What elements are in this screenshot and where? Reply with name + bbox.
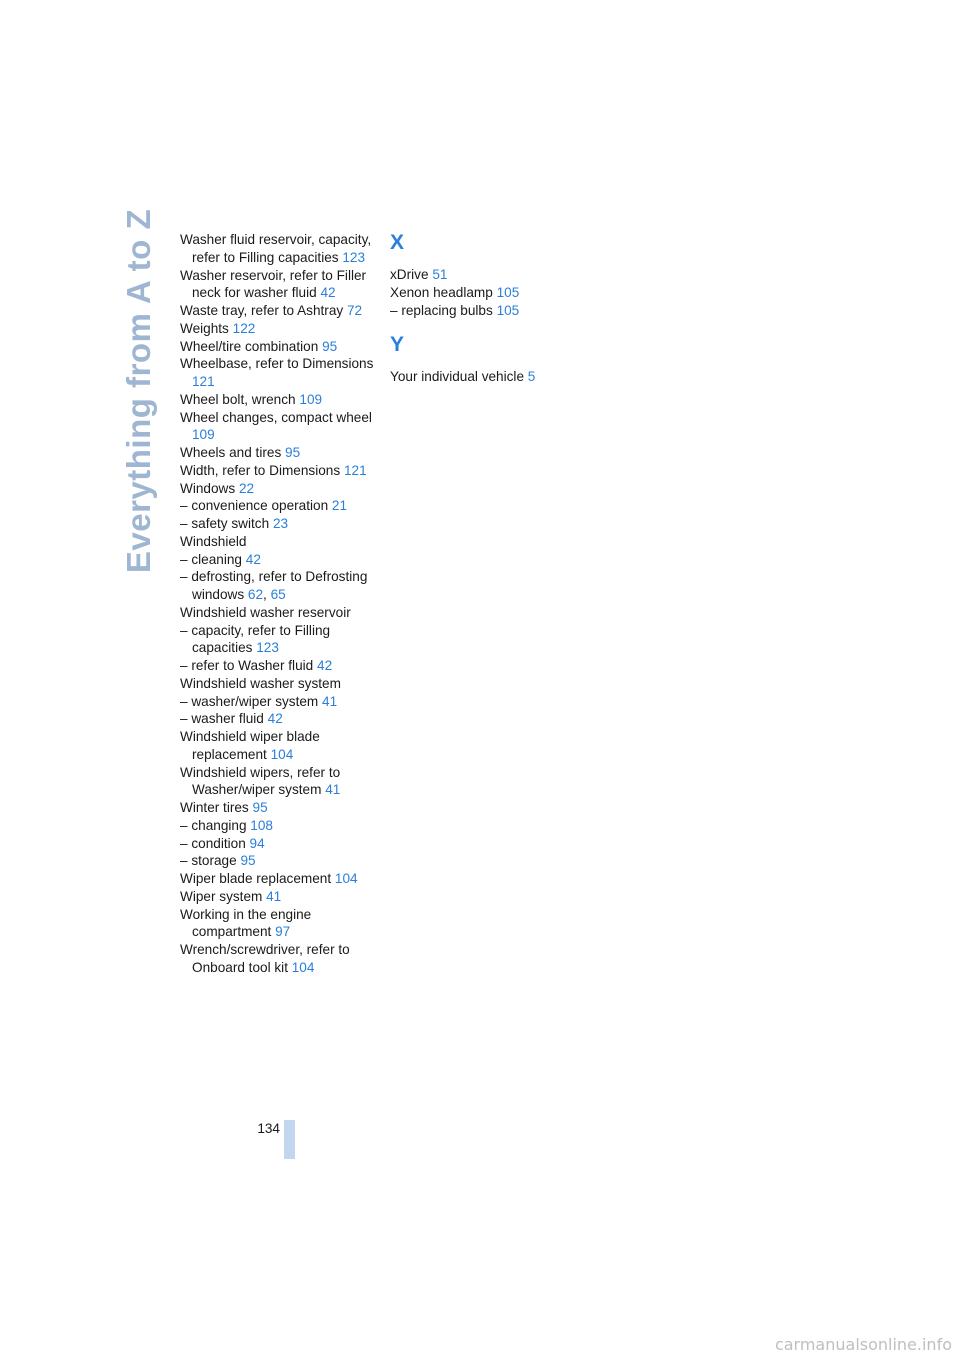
index-entry xyxy=(180,817,380,835)
index-entry xyxy=(180,764,380,800)
entry-text: Width, refer to Dimensions xyxy=(180,462,341,478)
index-entry xyxy=(180,551,380,569)
page-reference-link[interactable]: 108 xyxy=(250,817,273,833)
page-reference-link[interactable]: 51 xyxy=(432,267,448,282)
index-column-right xyxy=(390,231,590,386)
entry-text: xDrive xyxy=(390,267,429,282)
entry-text: Working in the engine compartment xyxy=(180,906,312,940)
index-entry xyxy=(180,302,380,320)
index-entry xyxy=(180,693,380,711)
index-entry xyxy=(180,888,380,906)
page-reference-link[interactable]: 72 xyxy=(346,303,363,318)
index-entry xyxy=(390,302,590,320)
page-marker-bar xyxy=(284,1120,295,1159)
index-entry xyxy=(180,444,380,462)
entry-text: Washer reservoir, refer to Filler neck for washer fluid xyxy=(180,267,367,301)
index-entry xyxy=(180,338,380,356)
watermark: carmanualsonline.info xyxy=(774,1335,952,1354)
page-reference-link[interactable]: 42 xyxy=(317,658,333,673)
page-reference-link[interactable]: 122 xyxy=(232,320,256,336)
entry-text: Windshield washer reservoir xyxy=(180,604,351,620)
entry-text: – convenience operation xyxy=(180,498,329,514)
index-entry xyxy=(180,852,380,870)
entry-text: Wheel changes, compact wheel xyxy=(180,409,372,425)
index-entry xyxy=(180,515,380,533)
reference-separator: , xyxy=(263,587,267,602)
index-entry xyxy=(180,675,380,693)
index-entry xyxy=(180,497,380,515)
page-reference-link[interactable]: 109 xyxy=(299,391,323,407)
entry-text: Weights xyxy=(180,320,229,336)
page-reference-link[interactable]: 97 xyxy=(275,924,291,940)
entry-text: – refer to Washer fluid xyxy=(180,658,314,673)
page-number: 134 xyxy=(257,1121,280,1136)
index-entry xyxy=(180,622,380,658)
section-letter-heading: X xyxy=(390,231,405,254)
entry-text: – replacing bulbs xyxy=(390,302,493,318)
page-reference-link[interactable]: 95 xyxy=(252,800,268,815)
index-entry xyxy=(180,391,380,409)
page-reference-link[interactable]: 104 xyxy=(270,746,294,762)
page-reference-link[interactable]: 42 xyxy=(245,551,261,567)
page-reference-link[interactable]: 41 xyxy=(266,888,282,904)
entry-text: – cleaning xyxy=(180,551,242,567)
entry-text: Windshield wiper blade replacement xyxy=(180,729,320,762)
entry-text: Winter tires xyxy=(180,800,249,815)
side-section-title xyxy=(114,208,164,574)
index-entry xyxy=(180,320,380,338)
entry-text: Wiper blade replacement xyxy=(180,871,332,886)
section-letter-heading: Y xyxy=(390,333,405,357)
entry-text: Windows xyxy=(180,480,236,496)
index-entry xyxy=(180,710,380,728)
entry-text: – washer/wiper system xyxy=(180,693,319,709)
entry-text: – defrosting, refer to Defrosting windows xyxy=(180,569,368,602)
entry-text: Wiper system xyxy=(180,888,263,904)
page-reference-link[interactable]: 109 xyxy=(192,427,215,443)
page-reference-link[interactable]: 121 xyxy=(343,462,367,478)
index-column-left xyxy=(180,231,380,977)
index-entry xyxy=(180,728,380,764)
entry-text: Wheel/tire combination xyxy=(180,338,319,354)
entry-text: – condition xyxy=(180,835,246,851)
page-reference-link[interactable]: 65 xyxy=(270,587,286,602)
page-reference-link[interactable]: 105 xyxy=(496,302,520,318)
entry-text: – storage xyxy=(180,853,237,869)
index-entry xyxy=(180,657,380,675)
entry-text: Your individual vehicle xyxy=(390,369,525,385)
page-reference-link[interactable]: 23 xyxy=(272,516,289,531)
entry-text: – capacity, refer to Filling capacities xyxy=(180,622,331,656)
entry-text: Waste tray, refer to Ashtray xyxy=(180,303,344,318)
index-entry xyxy=(390,368,590,386)
entry-text: – changing xyxy=(180,817,247,833)
page-reference-link[interactable]: 95 xyxy=(240,853,256,869)
index-entry xyxy=(180,462,380,480)
entry-text: Windshield washer system xyxy=(180,675,341,691)
entry-text: Xenon headlamp xyxy=(390,284,493,300)
page-reference-link[interactable]: 123 xyxy=(256,640,279,656)
page-reference-link[interactable]: 41 xyxy=(322,693,338,709)
index-entry xyxy=(390,284,590,302)
index-entry xyxy=(180,870,380,888)
entry-text: Windshield xyxy=(180,533,247,549)
page-reference-link[interactable]: 123 xyxy=(342,249,366,265)
page-reference-link[interactable]: 22 xyxy=(238,480,255,496)
entry-text: Windshield wipers, refer to Washer/wiper system xyxy=(180,764,341,798)
page-reference-link[interactable]: 62 xyxy=(247,587,264,602)
index-entry xyxy=(180,799,380,817)
index-entry xyxy=(180,568,380,604)
entry-text: Wheel bolt, wrench xyxy=(180,391,296,407)
entry-text: Washer fluid reservoir, capacity, refer to Filling capacities xyxy=(180,232,372,265)
page-reference-link[interactable]: 21 xyxy=(331,498,348,514)
index-entry xyxy=(180,906,380,942)
index-entry xyxy=(390,266,590,284)
index-entry xyxy=(180,409,380,445)
page-reference-link[interactable]: 104 xyxy=(291,959,315,975)
page-reference-link[interactable]: 94 xyxy=(249,835,265,851)
index-entry xyxy=(180,231,380,267)
index-entry xyxy=(180,480,380,498)
side-title-text: Everything from A to Z xyxy=(120,208,157,574)
page-reference-link[interactable]: 105 xyxy=(496,284,520,300)
page-reference-link[interactable]: 121 xyxy=(192,374,215,389)
entry-text: Wheelbase, refer to Dimensions xyxy=(180,356,374,372)
entry-text: Wheels and tires xyxy=(180,445,282,460)
page-reference-link[interactable]: 41 xyxy=(325,782,341,798)
page-reference-link[interactable]: 104 xyxy=(334,871,358,886)
page-reference-link[interactable]: 42 xyxy=(267,711,283,727)
index-entry xyxy=(180,533,380,551)
page-reference-link[interactable]: 95 xyxy=(322,338,338,354)
page-reference-link[interactable]: 95 xyxy=(285,445,301,460)
page-reference-link[interactable]: 42 xyxy=(320,285,336,301)
index-entry xyxy=(180,941,380,977)
entry-text: – safety switch xyxy=(180,516,270,531)
entry-text: Wrench/screwdriver, refer to Onboard tool kit xyxy=(180,942,350,975)
index-entry xyxy=(180,355,380,391)
index-entry xyxy=(180,604,380,622)
index-entry xyxy=(180,835,380,853)
index-entry xyxy=(180,267,380,303)
entry-text: – washer fluid xyxy=(180,711,264,727)
page-reference-link[interactable]: 5 xyxy=(527,369,536,385)
